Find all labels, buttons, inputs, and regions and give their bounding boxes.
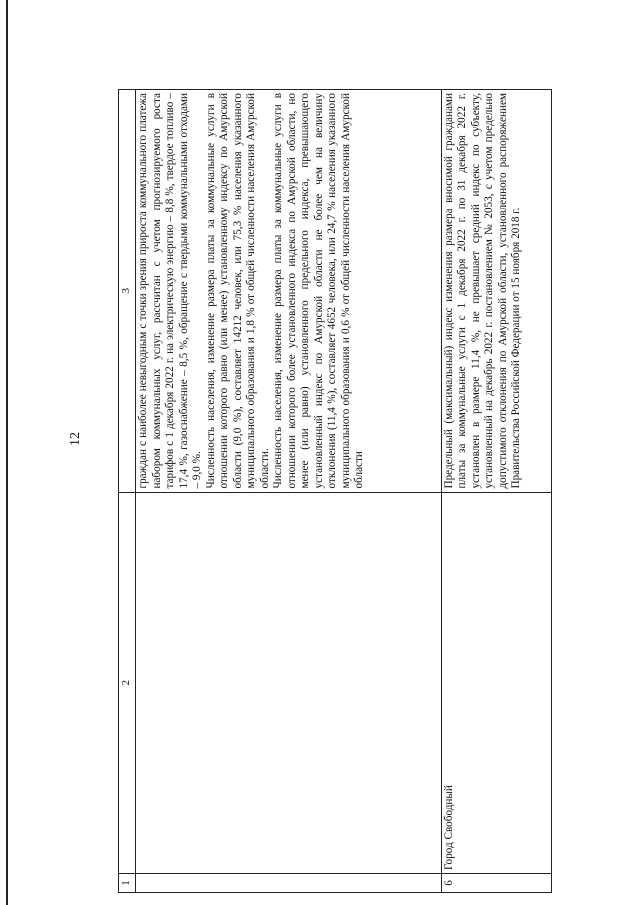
row-number: 6 bbox=[441, 873, 551, 892]
municipality-name bbox=[136, 492, 442, 873]
description-paragraph: граждан с наиболее невыгодным с точки зрения прироста коммунального платежа набором коммунальных услуг, рассчитан с учетом прогнозируемого роста тарифов с 1 декабря 2022 г. на электрическую энергию – 8,8 %, твердое топливо – 17,4 %, газоснабжение – 8,5 %, обращение с твердыми коммунальными отходами – 9,0 %. bbox=[137, 93, 203, 489]
description-cell bbox=[136, 90, 442, 493]
page-number: 12 bbox=[68, 432, 83, 446]
description-paragraph: Численность населения, изменение размера платы за коммунальные услуги в отношении которого более установленного индекса по Амурской области, но менее (или равно) установленного предельного индекса, превышающего установленный индекс по Амурской области не более чем на величину отклонения (11,4 %), составляет 4652 человека, или 24,7 % населения указанного муниципального образования и 0,6 % от общей численности населения Амурской области bbox=[272, 93, 365, 489]
services-index-table bbox=[118, 89, 552, 893]
header-col-2: 2 bbox=[119, 492, 136, 873]
description-paragraph: Численность населения, изменение размера платы за коммунальные услуги в отношении которого равно (или менее) установленному индексу по Амурской области (9,0 %), составляет 14212 человек, или 75,3 % населения указанного муниципального образования и 1,8 % от общей численности населения Амурской области. bbox=[204, 93, 271, 489]
table-row bbox=[136, 90, 442, 893]
row-number bbox=[136, 873, 442, 892]
table-header-row bbox=[119, 90, 136, 893]
table-row bbox=[441, 90, 551, 893]
description-cell bbox=[441, 90, 551, 493]
header-col-1: 1 bbox=[119, 873, 136, 892]
description-paragraph: Предельный (максимальный) индекс изменения размера вносимой гражданами платы за коммунальные услуги с 1 декабря 2022 г. по 31 декабря 2022 г. установлен в размере 11,4 %, не превышает средний индекс по субъекту, установленный на декабрь 2022 г. постановлением № 2053, с учетом предельно допустимого отклонения по Амурской области, установленного распоряжением Правительства Российской Федерации от 15 ноября 2018 г. bbox=[442, 93, 523, 489]
header-col-3: 3 bbox=[119, 90, 136, 493]
scan-edge-line bbox=[6, 0, 8, 905]
municipality-name: Город Свободный bbox=[441, 492, 551, 873]
